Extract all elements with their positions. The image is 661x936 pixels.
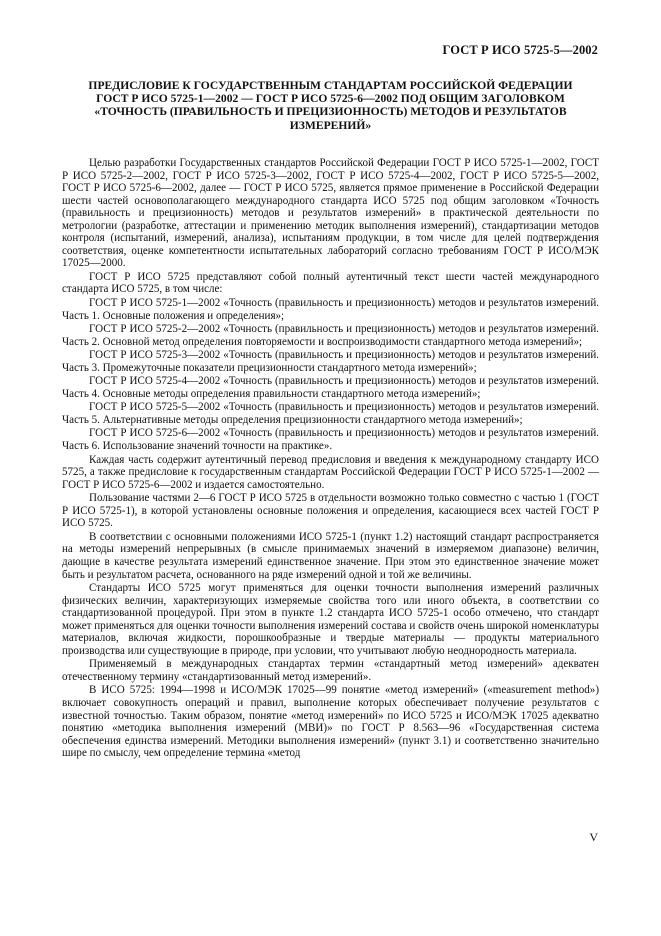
paragraph: В ИСО 5725: 1994—1998 и ИСО/МЭК 17025—99 понятие «метод измерений» («measurement method») включает совокупность операций и правил, выполнение которых обеспечивает получение результатов с известной точностью. Таким образом, понятие «метод измерений» по ИСО 5725 и ИСО/МЭК 17025 адекватно понятию «методика выполнения измерений (МВИ)» по ГОСТ Р 8.563—96 «Государственная система обеспечения единства измерений. Методики выполнения измерений» (пункт 3.1) и соответственно значительно шире по смыслу, чем определение термина «метод bbox=[62, 684, 599, 760]
paragraph: Стандарты ИСО 5725 могут применяться для оценки точности выполнения измерений различных физических величин, характеризующих измеряемые свойства того или иного объекта, в соответствии со стандартизованной процедурой. При этом в пункте 1.2 стандарта ИСО 5725-1 особо отмечено, что стандарт может применяться для оценки точности выполнения измерений состава и свойств очень широкой номенклатуры материалов, включая жидкости, порошкообразные и твердые материалы — продукты материального производства или существующие в природе, при условии, что учитывают любую неоднородность материала. bbox=[62, 582, 599, 657]
document-code-header: ГОСТ Р ИСО 5725-5—2002 bbox=[442, 43, 598, 57]
section-title bbox=[62, 79, 599, 132]
paragraph: Пользование частями 2—6 ГОСТ Р ИСО 5725 в отдельности возможно только совместно с частью 1 (ГОСТ Р ИСО 5725-1), в которой установлены основные положения и определения, касающиеся всех частей ГОСТ Р ИСО 5725. bbox=[62, 492, 599, 530]
paragraph: ГОСТ Р ИСО 5725-6—2002 «Точность (правильность и прецизионность) методов и результатов измерений. Часть 6. Использование значений точности на практике». bbox=[62, 427, 599, 453]
paragraph: ГОСТ Р ИСО 5725 представляют собой полный аутентичный текст шести частей международного стандарта ИСО 5725, в том числе: bbox=[62, 270, 599, 296]
paragraph: ГОСТ Р ИСО 5725-3—2002 «Точность (правильность и прецизионность) методов и результатов измерений. Часть 3. Промежуточные показатели прецизионности стандартного метода измерений»; bbox=[62, 349, 599, 374]
title-line-4: ИЗМЕРЕНИЙ» bbox=[289, 118, 372, 132]
paragraph: Каждая часть содержит аутентичный перевод предисловия и введения к международному стандарту ИСО 5725, а также предисловие к государственным стандартам Российской Федерации ГОСТ Р ИСО 5725-1—2002 — ГОСТ Р ИСО 5725-6—2002 и издается самостоятельно. bbox=[62, 453, 599, 491]
page-number: V bbox=[589, 830, 598, 844]
body-text bbox=[62, 157, 599, 761]
title-line-2: ГОСТ Р ИСО 5725-1—2002 — ГОСТ Р ИСО 5725-6—2002 ПОД ОБЩИМ ЗАГОЛОВКОМ bbox=[96, 92, 565, 106]
paragraph: Целью разработки Государственных стандартов Российской Федерации ГОСТ Р ИСО 5725-1—2002, ГОСТ Р ИСО 5725-2—2002, ГОСТ Р ИСО 5725-3—2002, ГОСТ Р ИСО 5725-4—2002, ГОСТ Р ИСО 5725-5—2002, ГОСТ Р ИСО 5725-6—2002, далее — ГОСТ Р ИСО 5725, является прямое применение в Российской Федерации шести частей основополагающего международного стандарта ИСО 5725 под общим заголовком «Точность (правильность и прецизионность) методов и результатов измерений» в практической деятельности по метрологии (разработке, аттестации и применению методик выполнения измерений), стандартизации методов контроля (испытаний, измерений, анализа), испытаниям продукции, в том числе для целей подтверждения соответствия, оценке компетентности испытательных лабораторий согласно требованиям ГОСТ Р ИСО/МЭК 17025—2000. bbox=[62, 157, 599, 270]
title-line-3: «ТОЧНОСТЬ (ПРАВИЛЬНОСТЬ И ПРЕЦИЗИОННОСТЬ) МЕТОДОВ И РЕЗУЛЬТАТОВ bbox=[94, 105, 567, 119]
paragraph: Применяемый в международных стандартах термин «стандартный метод измерений» адекватен отечественному термину «стандартизованный метод измерений». bbox=[62, 658, 599, 683]
title-line-1: ПРЕДИСЛОВИЕ К ГОСУДАРСТВЕННЫМ СТАНДАРТАМ РОССИЙСКОЙ ФЕДЕРАЦИИ bbox=[88, 79, 573, 92]
paragraph: В соответствии с основными положениями ИСО 5725-1 (пункт 1.2) настоящий стандарт распространяется на методы измерений непрерывных (в смысле принимаемых значений в измеряемом диапазоне) величин, дающие в качестве результата измерений единственное значение. При этом это единственное значение может быть и результатом расчета, основанного на ряде измерений одной и той же величины. bbox=[62, 530, 599, 581]
paragraph: ГОСТ Р ИСО 5725-5—2002 «Точность (правильность и прецизионность) методов и результатов измерений. Часть 5. Альтернативные методы определения прецизионности стандартного метода измерений»; bbox=[62, 401, 599, 426]
paragraph: ГОСТ Р ИСО 5725-1—2002 «Точность (правильность и прецизионность) методов и результатов измерений. Часть 1. Основные положения и определения»; bbox=[62, 297, 599, 322]
paragraph: ГОСТ Р ИСО 5725-4—2002 «Точность (правильность и прецизионность) методов и результатов измерений. Часть 4. Основные методы определения правильности стандартного метода измерений»; bbox=[62, 375, 599, 400]
paragraph: ГОСТ Р ИСО 5725-2—2002 «Точность (правильность и прецизионность) методов и результатов измерений. Часть 2. Основной метод определения повторяемости и воспроизводимости стандартного метода измерений»; bbox=[62, 323, 599, 348]
